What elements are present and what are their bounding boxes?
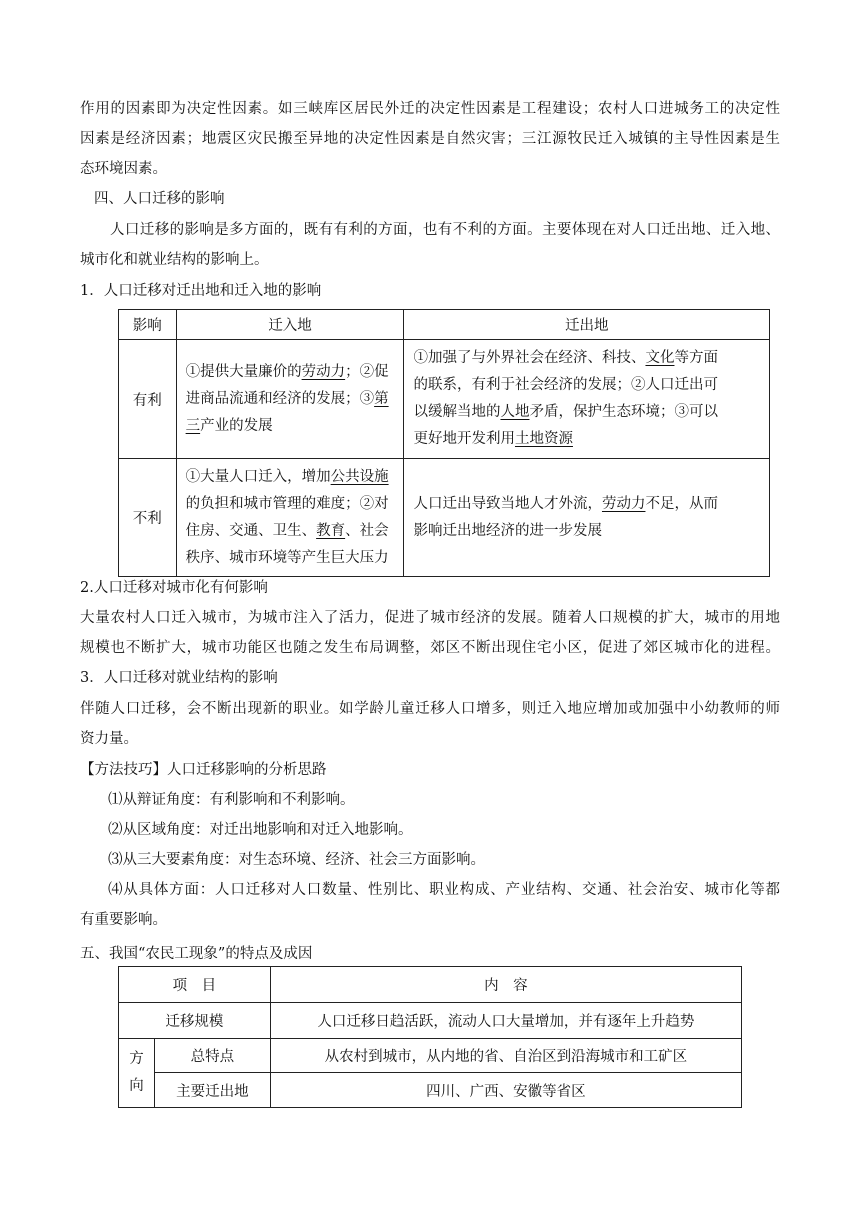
tips-item-4-line-2: 有重要影响。 bbox=[80, 912, 167, 928]
scale-label: 迁移规模 bbox=[119, 1003, 271, 1039]
source-content: 四川、广西、安徽等省区 bbox=[270, 1073, 741, 1108]
general-label: 总特点 bbox=[154, 1039, 270, 1073]
table2-row-source bbox=[119, 1073, 742, 1108]
intro-line-2: 因素是经济因素；地震区灾民搬至异地的决定性因素是自然灾害；三江源牧民迁入城镇的主导性因素是生 bbox=[80, 131, 780, 147]
tips-item-4-line-1: ⑷从具体方面：人口迁移对人口数量、性别比、职业构成、产业结构、交通、社会治安、城市化等都 bbox=[108, 882, 780, 898]
intro-line-1: 作用的因素即为决定性因素。如三峡库区居民外迁的决定性因素是工程建设；农村人口进城务工的决定性 bbox=[80, 101, 780, 117]
favorable-label: 有利 bbox=[119, 340, 177, 459]
subsection-1-title: 1．人口迁移对迁出地和迁入地的影响 bbox=[80, 283, 322, 299]
unfavorable-label: 不利 bbox=[119, 459, 177, 577]
source-label: 主要迁出地 bbox=[154, 1073, 270, 1108]
subsection-2-line-1: 大量农村人口迁入城市，为城市注入了活力，促进了城市经济的发展。随着人口规模的扩大，城市的用地 bbox=[80, 610, 780, 626]
header-origin: 迁出地 bbox=[404, 310, 770, 340]
tips-title: 【方法技巧】人口迁移影响的分析思路 bbox=[80, 762, 327, 778]
section4-intro-line-2: 城市化和就业结构的影响上。 bbox=[80, 252, 269, 268]
migrant-worker-table bbox=[118, 966, 742, 1108]
table2-header-row bbox=[119, 967, 742, 1003]
header-content: 内 容 bbox=[270, 967, 741, 1003]
favorable-origin-cell: ①加强了与外界社会在经济、科技、文化等方面 的联系，有利于社会经济的发展；②人口迁出可 以缓解当地的人地矛盾，保护生态环境；③可以 更好地开发利用土地资源 bbox=[404, 340, 770, 459]
table-row-favorable bbox=[119, 340, 770, 459]
tips-item-2: ⑵从区域角度：对迁出地影响和对迁入地影响。 bbox=[108, 822, 413, 838]
unfavorable-destination-cell: ①大量人口迁入，增加公共设施 的负担和城市管理的难度；②对 住房、交通、卫生、教育、社会 秩序、城市环境等产生巨大压力 bbox=[176, 459, 404, 577]
subsection-3-line-1: 伴随人口迁移，会不断出现新的职业。如学龄儿童迁移人口增多，则迁入地应增加或加强中小幼教师的师 bbox=[80, 701, 780, 717]
unfavorable-origin-cell: 人口迁出导致当地人才外流，劳动力不足，从而 影响迁出地经济的进一步发展 bbox=[404, 459, 770, 577]
direction-label: 方 向 bbox=[119, 1039, 155, 1108]
migration-impact-table bbox=[118, 309, 770, 577]
subsection-2-line-2: 规模也不断扩大，城市功能区也随之发生布局调整，郊区不断出现住宅小区，促进了郊区城市化的进程。 bbox=[80, 640, 780, 656]
scale-content: 人口迁移日趋活跃，流动人口大量增加，并有逐年上升趋势 bbox=[270, 1003, 741, 1039]
subsection-3-line-2: 资力量。 bbox=[80, 731, 138, 747]
subsection-2-title: 2.人口迁移对城市化有何影响 bbox=[80, 580, 268, 596]
subsection-3-title: 3．人口迁移对就业结构的影响 bbox=[80, 670, 278, 686]
table2-row-general bbox=[119, 1039, 742, 1073]
section4-intro-line-1: 人口迁移的影响是多方面的，既有有利的方面，也有不利的方面。主要体现在对人口迁出地、迁入地、 bbox=[110, 222, 780, 238]
section4-heading: 四、人口迁移的影响 bbox=[94, 191, 225, 207]
table-row-unfavorable bbox=[119, 459, 770, 577]
general-content: 从农村到城市，从内地的省、自治区到沿海城市和工矿区 bbox=[270, 1039, 741, 1073]
header-destination: 迁入地 bbox=[176, 310, 404, 340]
intro-line-3: 态环境因素。 bbox=[80, 161, 167, 177]
table2-row-scale bbox=[119, 1003, 742, 1039]
header-item: 项 目 bbox=[119, 967, 271, 1003]
tips-item-3: ⑶从三大要素角度：对生态环境、经济、社会三方面影响。 bbox=[108, 852, 485, 868]
tips-item-1: ⑴从辩证角度：有利影响和不利影响。 bbox=[108, 792, 355, 808]
favorable-destination-cell: ①提供大量廉价的劳动力；②促 进商品流通和经济的发展；③第 三产业的发展 bbox=[176, 340, 404, 459]
section5-heading: 五、我国“农民工现象”的特点及成因 bbox=[80, 946, 313, 962]
table-header-row bbox=[119, 310, 770, 340]
header-impact: 影响 bbox=[119, 310, 177, 340]
